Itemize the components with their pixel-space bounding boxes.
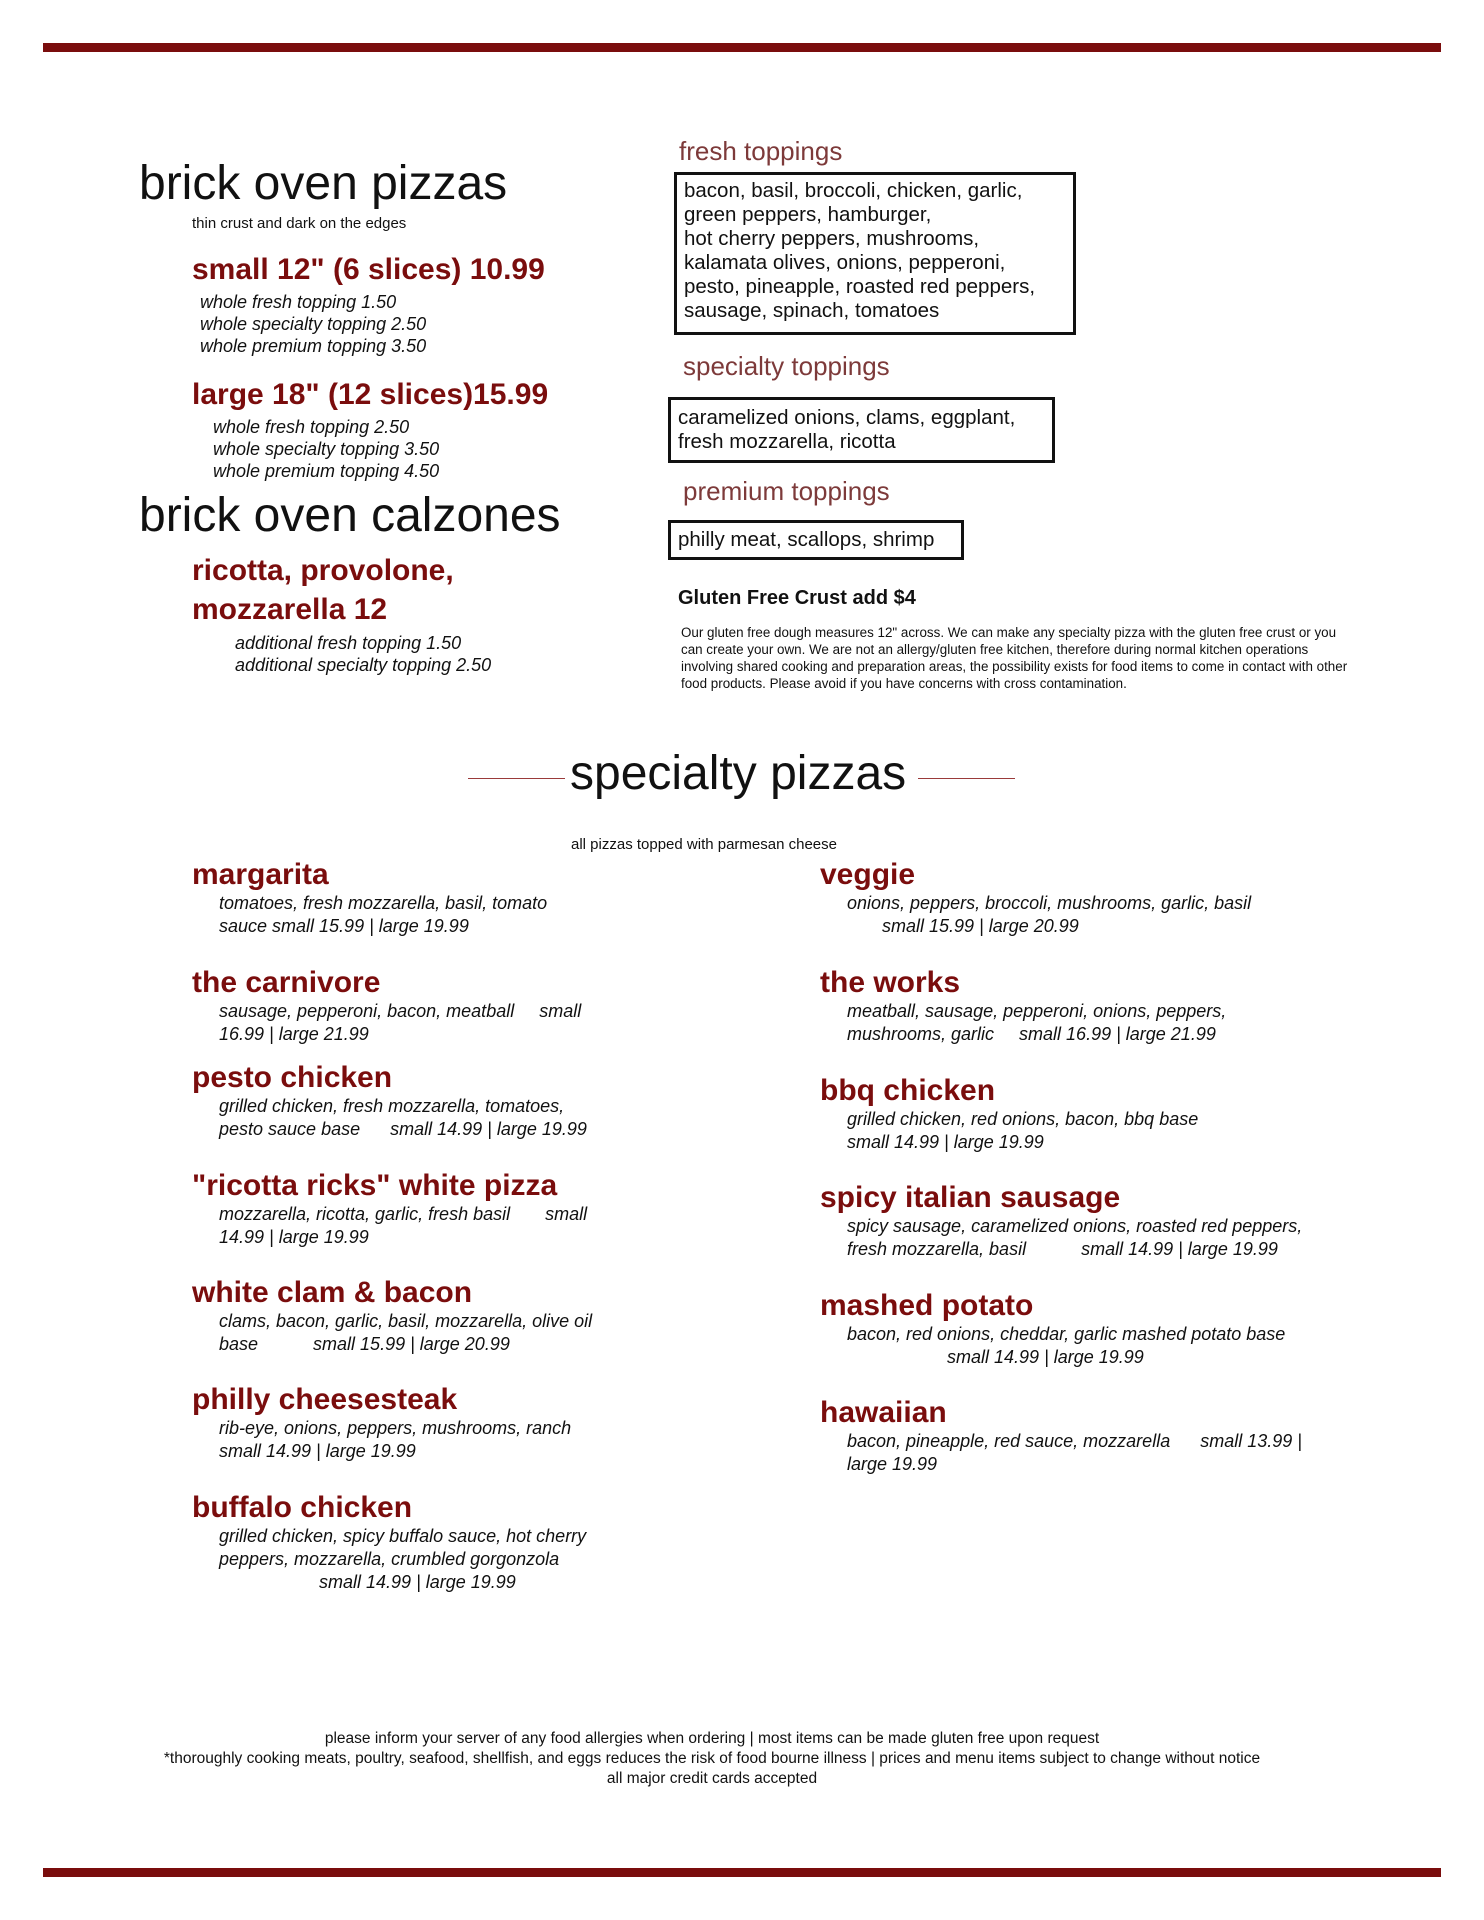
pizza-description-line: grilled chicken, spicy buffalo sauce, hot cherry <box>219 1526 587 1546</box>
specialty-pizzas-title: specialty pizzas <box>570 747 907 800</box>
pizza-name: hawaiian <box>820 1396 947 1429</box>
pizza-description-line: meatball, sausage, pepperoni, onions, peppers, <box>847 1001 1227 1021</box>
pizza-veggie <box>820 858 1251 938</box>
pizza-name: the works <box>820 966 961 999</box>
pizza-philly-cheesesteak <box>192 1383 571 1463</box>
calzones-title: brick oven calzones <box>139 489 561 542</box>
fresh-toppings-line: kalamata olives, onions, pepperoni, <box>684 251 1006 274</box>
gluten-free-note: Our gluten free dough measures 12" across. We can make any specialty pizza with the gluten free crust or you can create your own. We are not an allergy/gluten free kitchen, therefore during normal kitchen operations involving shared cooking and preparation areas, the possibility exists for food items to come in contact with other food products. Please avoid if you have concerns with cross contamination. <box>681 625 1348 691</box>
large-fresh-topping: whole fresh topping 2.50 <box>213 417 410 437</box>
footer-notes <box>0 1729 1424 1789</box>
calzone-heading-line1: ricotta, provolone, <box>192 554 454 587</box>
top-border-bar <box>43 43 1441 52</box>
pizza-white-clam-bacon <box>192 1276 592 1356</box>
pizza-the-carnivore <box>192 966 581 1046</box>
pizza-description-line: grilled chicken, fresh mozzarella, tomatoes, <box>219 1096 565 1116</box>
large-specialty-topping: whole specialty topping 3.50 <box>213 439 440 459</box>
pizza-description <box>820 892 1251 938</box>
specialty-toppings-box <box>668 397 1055 463</box>
pizza-description-line: rib-eye, onions, peppers, mushrooms, ranch <box>219 1418 572 1438</box>
pizza-description-line: bacon, pineapple, red sauce, mozzarella small 13.99 | <box>847 1431 1302 1451</box>
fresh-toppings-line: green peppers, hamburger, <box>684 203 932 226</box>
pizza-description-line: small 15.99 | large 20.99 <box>847 916 1079 936</box>
pizza-description <box>820 1000 1226 1046</box>
pizza-name: mashed potato <box>820 1289 1034 1322</box>
pizza-name: philly cheesesteak <box>192 1383 458 1416</box>
pizza-name: margarita <box>192 858 329 891</box>
pizza-description <box>192 1203 587 1249</box>
footer-cooking-note: *thoroughly cooking meats, poultry, seafood, shellfish, and eggs reduces the risk of food bourne illness | prices and menu items subject to change without notice <box>163 1750 1261 1767</box>
pizza-description-line: small 14.99 | large 19.99 <box>219 1441 416 1461</box>
pizza-description <box>820 1108 1198 1154</box>
fresh-toppings-label: fresh toppings <box>679 136 843 166</box>
pizza-description-line: small 14.99 | large 19.99 <box>847 1347 1144 1367</box>
pizza-bbq-chicken <box>820 1074 1198 1154</box>
small-pizza-toppings <box>200 291 426 357</box>
pizza-the-works <box>820 966 1226 1046</box>
pizza-description-line: mushrooms, garlic small 16.99 | large 21.99 <box>847 1024 1216 1044</box>
pizza-description-line: onions, peppers, broccoli, mushrooms, garlic, basil <box>847 893 1252 913</box>
fresh-toppings-line: pesto, pineapple, roasted red peppers, <box>684 275 1036 298</box>
pizza-name: buffalo chicken <box>192 1491 413 1524</box>
title-rule-left <box>468 778 565 779</box>
title-rule-right <box>918 778 1015 779</box>
premium-toppings-box <box>668 520 964 560</box>
pizza-description-line: fresh mozzarella, basil small 14.99 | large 19.99 <box>847 1239 1278 1259</box>
pizza-name: spicy italian sausage <box>820 1181 1121 1214</box>
pizza-description <box>192 1095 587 1141</box>
large-pizza-heading: large 18" (12 slices)15.99 <box>192 378 549 411</box>
pizza-description-line: spicy sausage, caramelized onions, roasted red peppers, <box>847 1216 1303 1236</box>
pizza-description <box>192 1000 581 1046</box>
pizza-description <box>192 1525 586 1594</box>
pizza-description-line: 14.99 | large 19.99 <box>219 1227 369 1247</box>
pizza-spicy-italian-sausage <box>820 1181 1302 1261</box>
pizza-description-line: small 14.99 | large 19.99 <box>847 1132 1044 1152</box>
pizza-description <box>192 892 547 938</box>
pizza-ricotta-ricks <box>192 1169 587 1249</box>
pizza-description-line: peppers, mozzarella, crumbled gorgonzola <box>219 1549 560 1569</box>
large-pizza-toppings <box>213 416 439 482</box>
pizza-description-line: sauce small 15.99 | large 19.99 <box>219 916 469 936</box>
calzone-toppings <box>235 632 491 676</box>
small-fresh-topping: whole fresh topping 1.50 <box>200 292 397 312</box>
pizza-pesto-chicken <box>192 1061 587 1141</box>
footer-allergy-note: please inform your server of any food allergies when ordering | most items can be made gluten free upon request <box>324 1730 1100 1747</box>
pizza-description-line: tomatoes, fresh mozzarella, basil, tomato <box>219 893 548 913</box>
premium-toppings-label: premium toppings <box>683 476 890 506</box>
pizza-name: veggie <box>820 858 916 891</box>
calzone-heading-line2: mozzarella 12 <box>192 593 388 626</box>
pizza-description-line: mozzarella, ricotta, garlic, fresh basil small <box>219 1204 588 1224</box>
pizzas-title: brick oven pizzas <box>139 157 508 210</box>
specialty-toppings-label: specialty toppings <box>683 351 890 381</box>
pizza-name: white clam & bacon <box>192 1276 473 1309</box>
pizza-description-line: small 14.99 | large 19.99 <box>219 1572 516 1592</box>
pizza-description-line: large 19.99 <box>847 1454 938 1474</box>
pizza-description-line: bacon, red onions, cheddar, garlic mashed potato base <box>847 1324 1286 1344</box>
calzone-fresh-topping: additional fresh topping 1.50 <box>235 633 462 653</box>
footer-credit-note: all major credit cards accepted <box>606 1770 818 1787</box>
small-specialty-topping: whole specialty topping 2.50 <box>200 314 427 334</box>
fresh-toppings-line: sausage, spinach, tomatoes <box>684 299 940 322</box>
fresh-toppings-box <box>674 172 1076 335</box>
pizza-description <box>820 1215 1302 1261</box>
pizza-mashed-potato <box>820 1289 1285 1369</box>
calzone-specialty-topping: additional specialty topping 2.50 <box>235 655 492 675</box>
gluten-free-title: Gluten Free Crust add $4 <box>678 587 916 609</box>
pizza-name: "ricotta ricks" white pizza <box>192 1169 558 1202</box>
pizzas-subtitle: thin crust and dark on the edges <box>192 215 407 232</box>
specialty-pizzas-subtitle: all pizzas topped with parmesan cheese <box>571 836 837 853</box>
fresh-toppings-line: bacon, basil, broccoli, chicken, garlic, <box>684 179 1023 202</box>
pizza-hawaiian <box>820 1396 1302 1476</box>
small-premium-topping: whole premium topping 3.50 <box>200 336 427 356</box>
pizza-description <box>820 1323 1285 1369</box>
pizza-description-line: grilled chicken, red onions, bacon, bbq base <box>847 1109 1199 1129</box>
pizza-description-line: clams, bacon, garlic, basil, mozzarella, olive oil <box>219 1311 593 1331</box>
pizza-description <box>192 1310 592 1356</box>
premium-toppings-line: philly meat, scallops, shrimp <box>678 528 935 551</box>
bottom-border-bar <box>43 1868 1441 1877</box>
small-pizza-heading: small 12" (6 slices) 10.99 <box>192 253 545 286</box>
pizza-margarita <box>192 858 547 938</box>
pizza-description-line: base small 15.99 | large 20.99 <box>219 1334 510 1354</box>
pizza-description-line: sausage, pepperoni, bacon, meatball small <box>219 1001 582 1021</box>
fresh-toppings-line: hot cherry peppers, mushrooms, <box>684 227 980 250</box>
pizza-description-line: pesto sauce base small 14.99 | large 19.99 <box>219 1119 587 1139</box>
specialty-toppings-line: fresh mozzarella, ricotta <box>678 430 896 453</box>
pizza-buffalo-chicken <box>192 1491 586 1594</box>
pizza-name: pesto chicken <box>192 1061 393 1094</box>
pizza-description <box>820 1430 1302 1476</box>
specialty-toppings-line: caramelized onions, clams, eggplant, <box>678 406 1016 429</box>
pizza-name: bbq chicken <box>820 1074 996 1107</box>
pizza-name: the carnivore <box>192 966 381 999</box>
large-premium-topping: whole premium topping 4.50 <box>213 461 440 481</box>
pizza-description-line: 16.99 | large 21.99 <box>219 1024 369 1044</box>
pizza-description <box>192 1417 571 1463</box>
